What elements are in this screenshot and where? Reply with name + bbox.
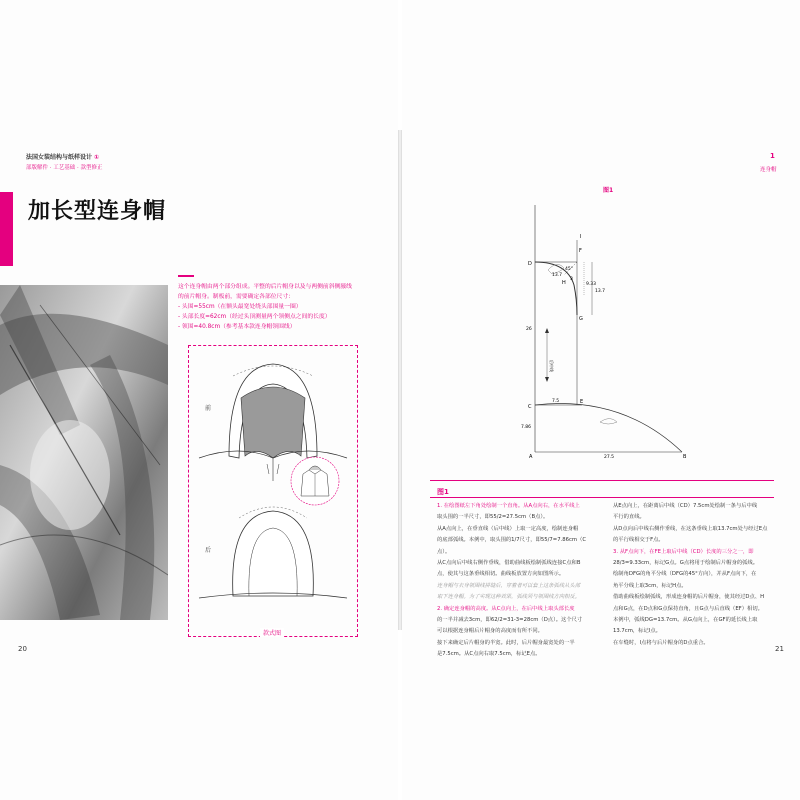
series-subtitle: 部版解件 · 工艺基础 · 款型修正: [26, 165, 103, 171]
draft-label-E: E: [580, 399, 584, 405]
label-front: 前: [205, 405, 212, 412]
figure-rule-bottom: [430, 497, 774, 498]
page-title: 加长型连身帽: [28, 199, 167, 224]
label-back: 后: [205, 547, 212, 554]
draft-label-F: F: [579, 248, 582, 254]
intro-text: 这个连身帽由两个部分组成。平整的后片帽身以及与两侧前斜侧腋线 的前片帽身。制板前，需要确定各部位尺寸： - 头围=55cm（在额头最宽处绕头部围量一圈） - 头部长度=62cm（经过头顶测量两个领侧点之间的长度） - 领围=40.8cm（参考基本款连身帽领围线）: [178, 284, 352, 330]
draft-label-H: H: [562, 280, 566, 286]
draft-label-A: A: [529, 454, 533, 460]
draft-dim-27-5: 27.5: [604, 455, 615, 460]
text-column-1: 1. 在绘图纸左下角处绘制一个直角。从A点向右，在水平线上 取头围的一半尺寸，即55/2=27.5cm（B点）。 从A点向上，在垂直线（后中线）上取一定高度，绘制连身帽 的底部弧线。本例中，取头围的1/7尺寸，即55/7=7.86cm（C 点）。 从C点向后中线右侧作垂线，借助曲线板绘制弧线连接C点和B 点，使其与这条垂线相切。曲线板放置方向如图所示。 连身帽与衣身领围线拼缝后，穿着者可以套上这条弧线从头部 取下连身帽。为了实现这种效果，弧线须与领围线方向相反。 2. 确定连身帽的高度。从C点向上，在后中线上取头部长度 的一半并减去3cm，即62/2=31-3=28cm（D点）。这个尺寸 可以根据连身帽后片帽身的高度而有所不同。 接下来确定后片帽身的半宽。此时，后片帽身最宽处的一半 是7.5cm。从C点向右取7.5cm，标记E点。: [437, 503, 587, 658]
draft-angle: 45°: [565, 267, 573, 272]
series-title: 法国女装结构与纸样设计 ①: [26, 154, 100, 161]
text-column-2: 从E点向上，在距离后中线（CD）7.5cm处绘制一条与后中线 平行的直线。 从D点向后中线右侧作垂线，在这条垂线上取13.7cm处与经过E点 的平行线相交于F点。 3. 从F点向下，在FE上取后中线（CD）长度的三分之一，即 28/3=9.33cm，标记G点。G点将用于绘制后片帽身的弧线。 绘制角DFG的角平分线（DFG的45°方向），并从F点向下，在 角平分线上取3cm，标记H点。 借助曲线板绘制弧线，形成连身帽的后片帽身，使其经过D点、H 点和G点，在D点和G点保持直角，且G点与后直线（EF）相切。 本例中，弧线DG=13.7cm。从G点向上，在GF的延长线上取 13.7cm，标记I点。 在车缝时，I点将与后片帽身的D点重合。: [613, 503, 768, 646]
chapter-number: 1: [770, 152, 775, 160]
draft-label-I: I: [580, 234, 582, 240]
fashion-photo: [0, 285, 168, 620]
pattern-draft: [512, 200, 712, 470]
figure-label-top: 图1: [603, 187, 614, 194]
draft-dim-13-7-a: 13.7: [552, 273, 563, 278]
draft-dim-13-7-b: 13.7: [595, 289, 606, 294]
intro-accent: [178, 275, 194, 277]
draft-dim-7-5: 7.5: [552, 399, 560, 404]
draft-label-B: B: [683, 454, 687, 460]
figure-rule-top: [430, 480, 774, 481]
chapter-name: 连身帽: [760, 167, 777, 173]
draft-dim-3: 3: [570, 277, 573, 282]
figure-caption: 图1: [437, 488, 449, 496]
page-number-left: 20: [18, 645, 27, 653]
page-number-right: 21: [775, 645, 784, 653]
draft-label-G: G: [579, 316, 583, 322]
style-drawing-box: [188, 345, 358, 637]
left-page: [0, 0, 398, 800]
draft-grain-label: 后中线: [549, 360, 554, 372]
label-style-drawing: 款式图: [260, 628, 284, 637]
draft-label-C: C: [528, 404, 532, 410]
title-accent-bar: [0, 192, 13, 266]
draft-dim-7-86: 7.86: [521, 425, 532, 430]
draft-dim-9-33: 9.33: [586, 282, 597, 287]
hood-illustration: [189, 346, 357, 636]
right-page: [402, 0, 800, 800]
draft-dim-26: 26: [526, 327, 532, 332]
draft-label-D: D: [528, 261, 532, 267]
